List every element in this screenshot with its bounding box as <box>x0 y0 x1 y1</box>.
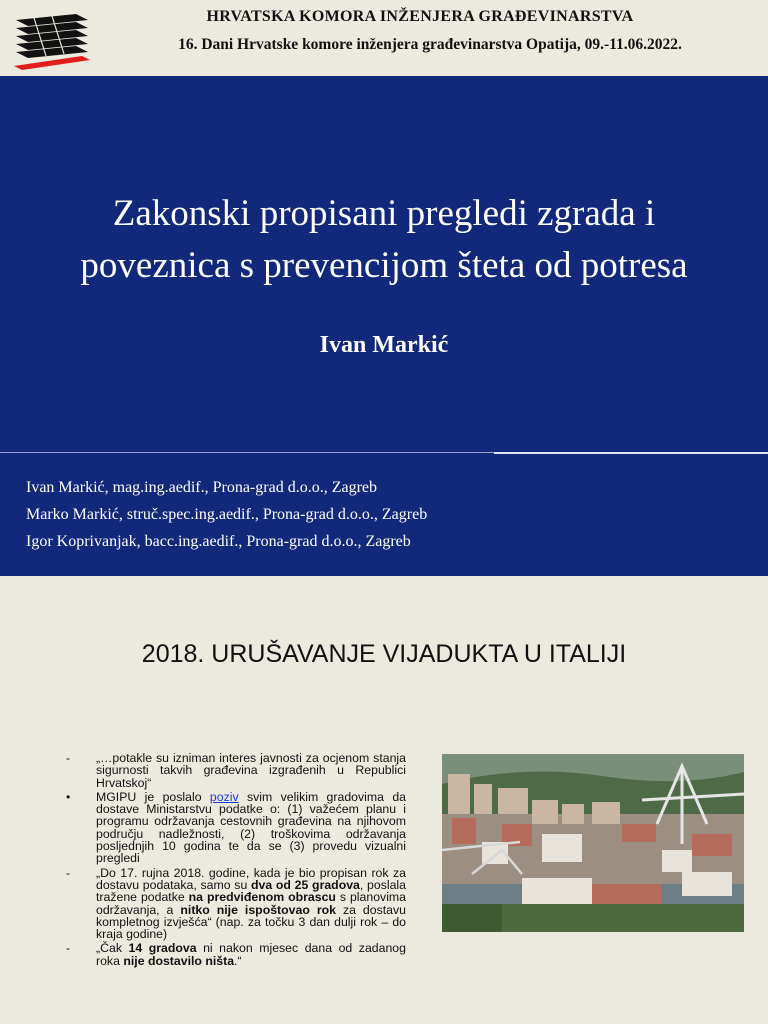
slide-header <box>0 0 768 76</box>
bullet-dash: - <box>66 941 71 956</box>
affiliation-line: Ivan Markić, mag.ing.aedif., Prona-grad d.o.o., Zagreb <box>26 479 377 496</box>
presentation-title <box>0 188 768 292</box>
slide-title: 2018. URUŠAVANJE VIJADUKTA U ITALIJI <box>141 640 627 668</box>
title-line-1: Zakonski propisani pregledi zgrada i <box>112 193 656 234</box>
viaduct-collapse-photo <box>442 754 744 932</box>
title-line-2: poveznica s prevencijom šteta od potresa <box>80 245 688 286</box>
chamber-logo <box>12 10 92 72</box>
list-item: • MGIPU je poslalo poziv svim velikim gradovima da dostave Ministarstvu podatke o: (1) važećem planu i programu održavanja cestovnih građevina na njihovom području nadležnosti, (2) troškovima održavanja posljednjih 10 godina te da se (3) provedu vizualni pregledi <box>66 789 406 866</box>
bullet-dot: • <box>66 789 71 804</box>
list-item: - „…potakle su izniman interes javnosti za ocjenom stanja sigurnosti takvih građevina izgrađenih u Republici Hrvatskoj“ <box>66 751 406 790</box>
conference-line: 16. Dani Hrvatske komore inženjera građevinarstva Opatija, 09.-11.06.2022. <box>178 36 682 53</box>
presenter-name: Ivan Markić <box>319 332 449 358</box>
affiliation-line: Igor Koprivanjak, bacc.ing.aedif., Prona-grad d.o.o., Zagreb <box>26 533 411 550</box>
affiliations <box>26 474 427 555</box>
bullet-list <box>66 752 406 969</box>
list-item: - „Do 17. rujna 2018. godine, kada je bio propisan rok za dostavu podataka, samo su dva od 25 gradova, poslala tražene podatke na predviđenom obrascu s planovima održavanja, a nitko nije ispoštovao rok za dostavu kompletnog izvješća“ (nap. za točku 3 dan dulji rok – do kraja godine) <box>66 865 407 942</box>
organization-name: HRVATSKA KOMORA INŽENJERA GRAĐEVINARSTVA <box>206 8 634 25</box>
bullet-dash: - <box>66 751 71 765</box>
affiliation-line: Marko Markić, struč.spec.ing.aedif., Prona-grad d.o.o., Zagreb <box>26 506 428 523</box>
poziv-link[interactable]: poziv <box>209 789 239 804</box>
list-item: - „Čak 14 gradova ni nakon mjesec dana od zadanog roka nije dostavilo ništa.“ <box>66 941 406 968</box>
bullet-dash: - <box>66 865 71 880</box>
